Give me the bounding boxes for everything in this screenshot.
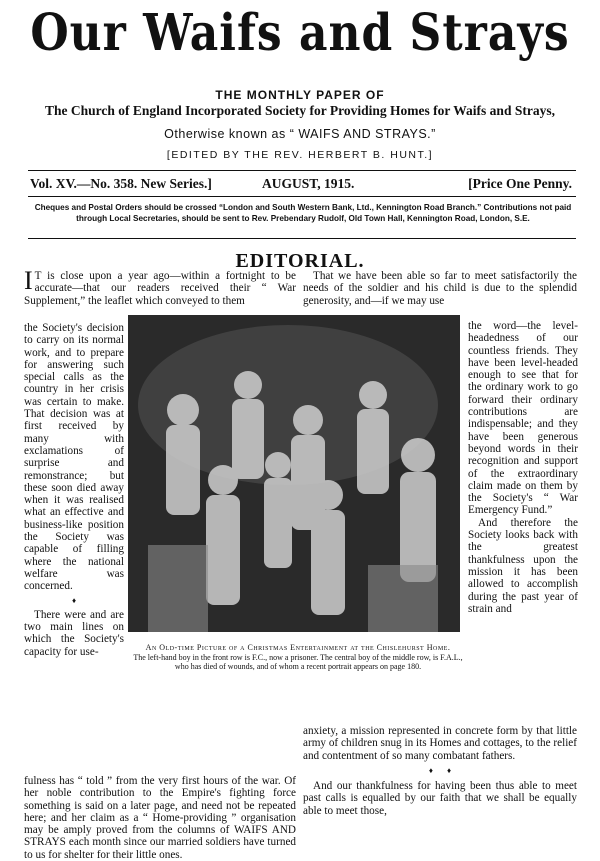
right-bottom-text <box>303 725 577 817</box>
right-intro-text <box>303 270 577 307</box>
left-intro-text <box>24 266 296 307</box>
society-name: The Church of England Incorporated Society for Providing Homes for Waifs and Strays, <box>45 103 555 118</box>
known-as: Otherwise known as “ WAIFS AND STRAYS.” <box>164 127 436 141</box>
left-intro: T is close upon a year ago—within a fortnight to be accurate—that our readers received their “ War Supplement,” the leaflet which conveyed to them <box>24 270 296 307</box>
top-rule <box>28 170 576 171</box>
editorial-headline: EDITORIAL. <box>235 250 365 272</box>
caption-body: The left-hand boy in the front row is F.C., now a prisoner. The central boy of the middle row, is F.A.L., who has died of wounds, and of whom a recent portrait appears on page 180. <box>133 652 463 671</box>
masthead-title: Our Waifs and Strays <box>30 4 570 63</box>
left-bottom-text <box>24 775 296 861</box>
section-dinkus-right: ♦ ♦ <box>428 765 452 775</box>
section-dinkus: ♦ <box>71 595 77 605</box>
right-bottom-para-2: And our thankfulness for having been thus able to meet past calls is equalled by our faith that we shall be equally able to meet those, <box>303 780 577 817</box>
middle-rule <box>28 196 576 197</box>
right-narrow-para-1: the word—the level-headedness of our countless friends. They have been level-headed enough to see that for the ordinary work to go forward their ordinary contributions are indispensable; and they have been generous beyond words in their recognition and support of the extraordinary claim made on them by the Society's “ War Emergency Fund.” <box>468 320 578 517</box>
left-narrow-column <box>24 322 124 658</box>
caption-title: An Old-time Picture of a Christmas Entertainment at the Chislehurst Home. <box>145 643 451 652</box>
right-narrow-para-2: And therefore the Society looks back with the greatest thankfulness upon the mission it has been allowed to accomplish during the past year of strain and <box>468 516 578 615</box>
left-bottom-para: fulness has “ told ” from the very first hours of the war. Of her noble contribution to the Empire's fighting force something is said on a later page, and need not be repeated here; and her claim as a “ Home-providing ” organisation may be amply proved from the columns of WAIFS AND STRAYS each month since our married soldiers have turned to us for shelter for their little ones. <box>24 775 296 861</box>
issue-date: AUGUST, 1915. <box>262 176 355 191</box>
subtitle: THE MONTHLY PAPER OF <box>215 88 385 102</box>
photo-caption <box>128 643 468 672</box>
christmas-entertainment-photo <box>128 315 460 632</box>
photo-figures <box>128 315 460 632</box>
cheques-notice: Cheques and Postal Orders should be crossed “London and South Western Bank, Ltd., Kennington Road Branch.” Contributions not paid through Local Secretaries, should be sent to Rev. Prebendary Rudolf, Old Town Hall, Kennington Road, London, S.E. <box>34 203 572 223</box>
drop-cap: I <box>24 266 33 295</box>
volume-number: Vol. XV.—No. 358. New Series.] <box>30 176 212 191</box>
left-narrow-para-1: the Society's decision to carry on its normal work, and to prepare for answering such special calls as the country in her crisis was certain to make. That decision was at first received by many with exclamations of surprise and remonstrance; but these soon died away when it was realised what an effective and business-like position the Society was capable of filling where the national welfare was concerned. <box>24 322 124 593</box>
bottom-rule <box>28 238 576 239</box>
right-bottom-para: anxiety, a mission represented in concrete form by that little army of children snug in its Homes and cottages, to the relief and contentment of so many combatant fathers. <box>303 725 577 762</box>
editor-line: [EDITED BY THE REV. HERBERT B. HUNT.] <box>166 149 434 161</box>
left-narrow-para-2: There were and are two main lines on which the Society's capacity for use- <box>24 608 124 658</box>
right-narrow-column <box>468 320 578 615</box>
issue-price: [Price One Penny. <box>468 176 572 191</box>
right-intro: That we have been able so far to meet satisfactorily the needs of the soldier and his child is due to the splendid generosity, and—if we may use <box>303 270 577 307</box>
